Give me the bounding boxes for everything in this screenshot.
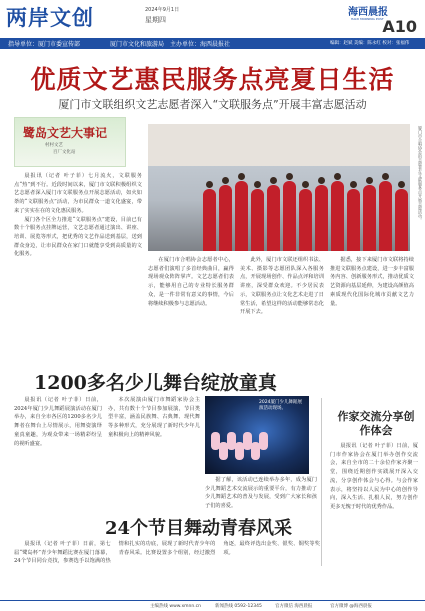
article3-body <box>14 540 320 596</box>
bar-item-bureau: 厦门市文化和旅游局 <box>110 41 165 48</box>
article1-paragraph: 据悉，接下来厦门市文联将持续推进文联服务点建设，进一步丰富服务内容、创新服务形式，推动优质文艺资源向基层延伸，为建设高颜值高素质现代化国际化城市贡献文艺力量。 <box>330 257 414 307</box>
newspaper-logo: 海西晨报 <box>348 7 388 18</box>
article2-paragraph: 晨报讯（记者 叶子菲）日前，2024年厦门少儿舞蹈展演活动在厦门举办，来自全市各区的1200多名少儿舞者在舞台上尽情展示，用舞姿演绎童真童趣，为观众带来一场精彩纷呈的视听盛宴。 <box>14 397 102 447</box>
photo-singer-head <box>398 181 405 188</box>
issue-date: 2024年9月1日 <box>145 7 180 13</box>
photo-singer-figure <box>331 181 344 251</box>
page-footer <box>0 600 425 611</box>
article1-paragraph: 此外，厦门市文联还组织书法、美术、摄影等志愿团队深入各服务点，开展现场创作、作品点评和培训讲座，深受群众欢迎。不少居民表示，文联服务点让文化艺术走进了日常生活，希望这样的活动能够常态化开展下去。 <box>240 257 324 316</box>
photo-singer-head <box>270 177 277 184</box>
column-banner-sub: 村村文艺 <box>45 143 63 148</box>
photo-singer-figure <box>203 189 216 251</box>
photo-singer-head <box>350 181 357 188</box>
kids-dance-photo-caption: 2024厦门少儿舞蹈展演活动现场。 <box>259 400 302 411</box>
choir-photo-caption: 厦门市合唱协会的志愿者在文联服务点开展志愿活动。 <box>418 126 423 222</box>
photo-singer-figure <box>219 185 232 251</box>
photo-singer-figure <box>363 185 376 251</box>
sidebar-paragraph: 晨报讯（记者 叶子菲）日前，厦门市作家协会在厦门举办创作交流会，来自全市的二十余位作家齐聚一堂，围绕近期创作实践展开深入交流，分享创作体会与心得。与会作家表示，将坚持以人民为中心的创作导向，深入生活、扎根人民，努力创作更多无愧于时代的优秀作品。 <box>330 443 418 510</box>
article1-column-4 <box>330 256 414 354</box>
photo-singer-figure <box>235 181 248 251</box>
choir-photo <box>148 124 410 251</box>
article1-column-3 <box>240 256 324 354</box>
photo-singer-figure <box>267 185 280 251</box>
photo-singer-head <box>334 173 341 180</box>
article2-column-1 <box>14 396 102 502</box>
article1-subhead: 厦门市文联组织文艺志愿者深入“文联服务点”开展丰富志愿活动 <box>58 98 367 111</box>
column-banner-title: 鹭岛文艺大事记 <box>23 126 108 140</box>
article2-column-2 <box>108 396 200 502</box>
footer-item: 官方微信 海西晨报 <box>275 604 313 609</box>
column-banner-sub2: 百厂文化站 <box>53 150 76 155</box>
article1-column-1 <box>14 172 142 354</box>
article1-column-2 <box>148 256 234 354</box>
newspaper-logo-sub: HAIXI MORNING POST <box>351 17 384 21</box>
photo-singer-figure <box>283 181 296 251</box>
section-title: 两岸文创 <box>6 5 94 30</box>
article3-headline: 24个节目舞动青春风采 <box>105 518 293 539</box>
photo-singer-head <box>286 173 293 180</box>
article2-paragraph: 本次展演由厦门市舞蹈家协会主办，共有数十个节目参加展演，节目类型丰富，涵盖民族舞、古典舞、现代舞等多种形式，充分展现了新时代少年儿童积极向上的精神风貌。 <box>108 397 200 438</box>
photo-dancer-figure <box>259 432 268 450</box>
photo-singer-figure <box>299 189 312 251</box>
article1-paragraph: 厦门各个区全力推进“文联服务点”建设，目前已有数十个服务点挂牌运营，文艺志愿者通过演出、讲座、培训、展览等形式，把优秀的文艺作品送到基层，送到群众身边，让市民群众在家门口就能享受到高质量的文化服务。 <box>14 216 142 258</box>
photo-singer-figure <box>395 189 408 251</box>
sidebar-body <box>330 442 418 592</box>
footer-item: 主编热线 www.xmnn.cn <box>150 604 201 609</box>
photo-singer-head <box>254 181 261 188</box>
masthead <box>0 0 425 38</box>
photo-singer-figure <box>315 185 328 251</box>
page-number: A10 <box>382 17 417 36</box>
article1-paragraph: 晨报讯（记者 叶子菲）七月流火，文联服务点“热”到不行。近段时间以来，厦门市文联积极组织文艺志愿者深入厦门市文联服务点开展志愿活动，如火如荼的“文联服务点”活动，为市民群众一道文化盛宴，带来了实实在在的文化惠民服务。 <box>14 173 142 214</box>
column-divider <box>321 398 322 566</box>
photo-singer-head <box>238 173 245 180</box>
article2-headline: 1200多名少儿舞台绽放童真 <box>34 372 277 394</box>
article2-paragraph: 据了解，该活动已连续举办多年，成为厦门少儿舞蹈艺术交流展示的重要平台，有力推动了少儿舞蹈艺术的普及与发展，受到广大家长和孩子们的喜爱。 <box>205 477 317 510</box>
footer-item: 官方微博 @海西晨报 <box>330 604 372 609</box>
sidebar-headline: 作家交流分享创作体会 <box>337 410 415 437</box>
article3-paragraph: 晨报讯（记者 叶子菲）日前，第七届“鹭岛杯”青少年舞蹈比赛在厦门落幕，24个节目同台竞技，参赛选手以饱满的热情和扎实的功底，展现了新时代青少年的青春风采。比赛设置多个组别，经过激烈角逐，最终评选出金奖、银奖、铜奖等奖项。 <box>14 541 320 565</box>
article2-column-3 <box>205 476 317 510</box>
photo-singer-head <box>382 173 389 180</box>
photo-singer-head <box>222 177 229 184</box>
photo-singer-head <box>318 177 325 184</box>
editor-credits: 编辑：赵斌 美编：陈永红 校对：张福伟 <box>330 41 410 46</box>
issue-weekday: 星期四 <box>145 16 166 24</box>
photo-singer-figure <box>347 189 360 251</box>
photo-singer-head <box>206 181 213 188</box>
footer-item: 新闻热线 0592-12345 <box>215 604 262 609</box>
photo-singer-figure <box>379 181 392 251</box>
photo-singer-figure <box>251 189 264 251</box>
column-banner <box>14 117 126 167</box>
article1-headline: 优质文艺惠民服务点亮夏日生活 <box>30 65 395 94</box>
photo-wall <box>148 124 410 166</box>
bar-item-guide: 指导单位：厦门市委宣传部 <box>8 41 81 48</box>
bar-item-host: 主办单位：海西晨报社 <box>170 41 231 48</box>
article1-paragraph: 在厦门市合唱协会志愿者中心，志愿者们演唱了多首经典曲目，赢得现场观众阵阵掌声。文艺志愿者们表示，能够用自己的专业特长服务群众，是一件非常有意义的事情，今后将继续积极参与志愿活动。 <box>148 257 234 307</box>
photo-singer-head <box>366 177 373 184</box>
photo-singer-head <box>302 181 309 188</box>
